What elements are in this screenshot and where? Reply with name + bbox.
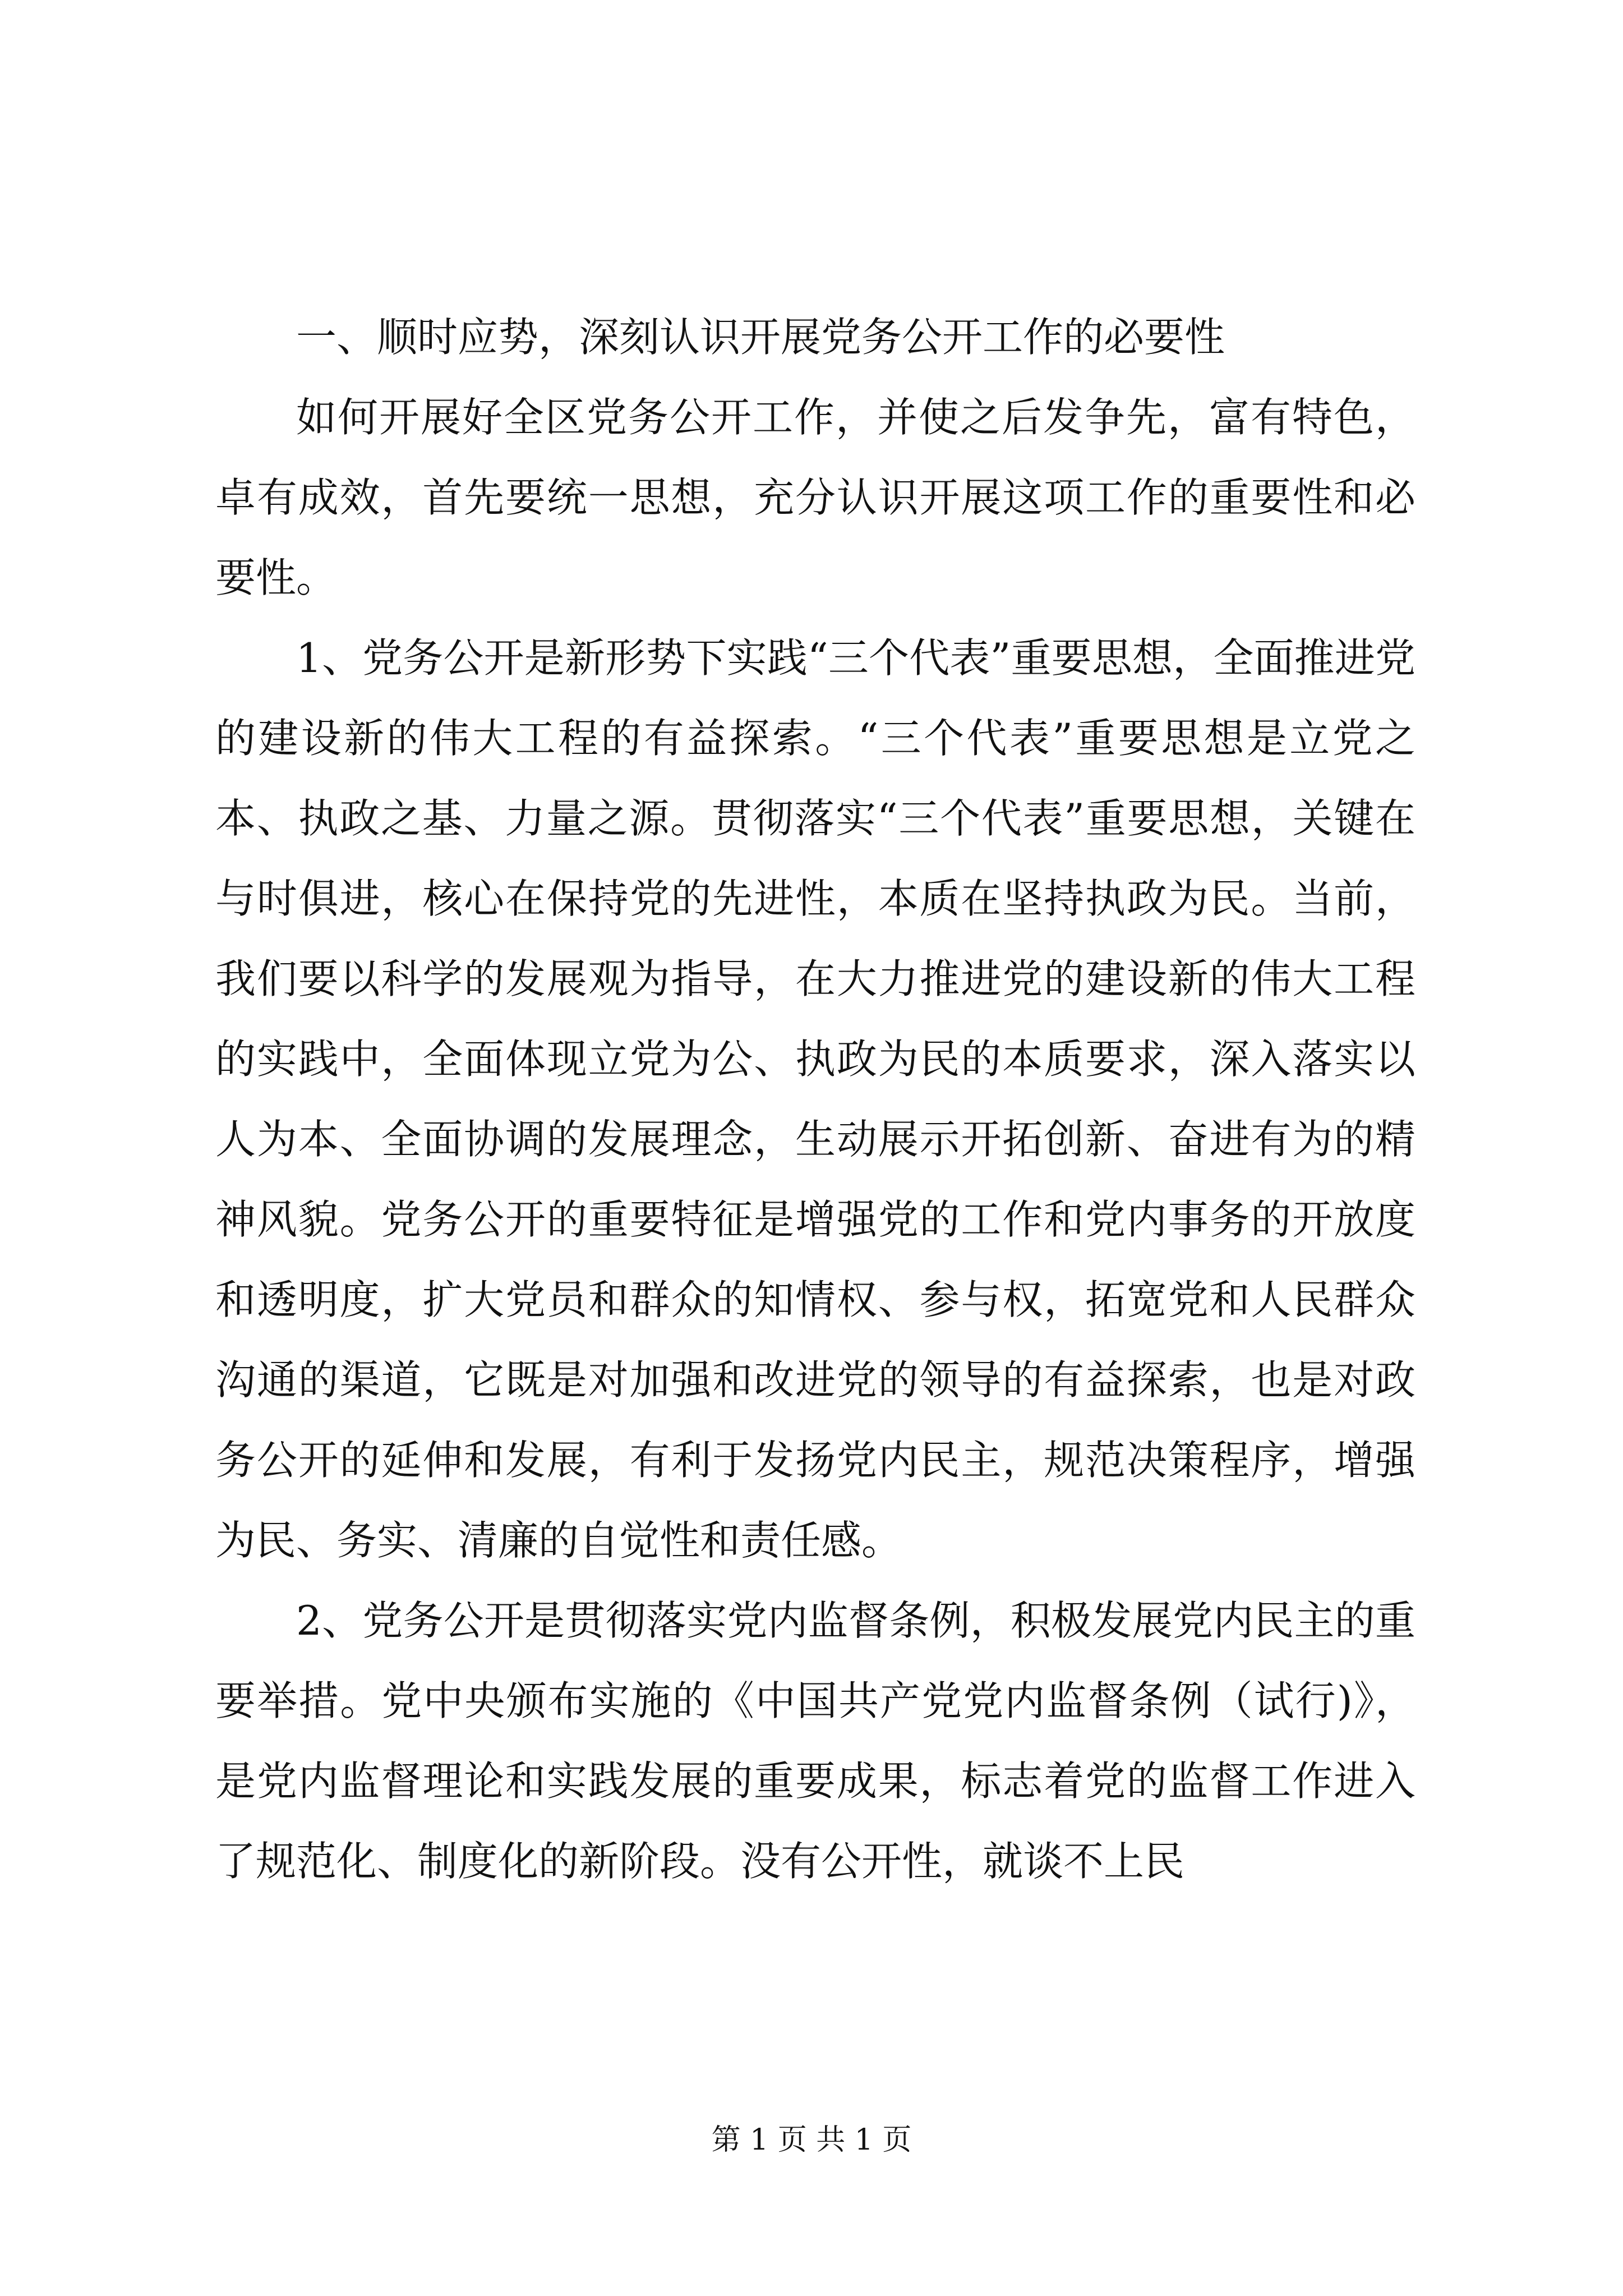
paragraph-intro: 如何开展好全区党务公开工作，并使之后发争先，富有特色，卓有成效，首先要统一思想，充分认识开展这项工作的重要性和必要性。	[215, 394, 1415, 601]
paragraph-point-2: 2、党务公开是贯彻落实党内监督条例，积极发展党内民主的重要举措。党中央颁布实施的《中国共产党党内监督条例（试行)》，是党内监督理论和实践发展的重要成果，标志着党的监督工作进入了规范化、制度化的新阶段。没有公开性，就谈不上民	[215, 1597, 1415, 1885]
paragraph-point-1: 1、党务公开是新形势下实践“三个代表”重要思想，全面推进党的建设新的伟大工程的有益探索。“三个代表”重要思想是立党之本、执政之基、力量之源。贯彻落实“三个代表”重要思想，关键在与时俱进，核心在保持党的先进性，本质在坚持执政为民。当前，我们要以科学的发展观为指导，在大力推进党的建设新的伟大工程的实践中，全面体现立党为公、执政为民的本质要求，深入落实以人为本、全面协调的发展理念，生动展示开拓创新、奋进有为的精神风貌。党务公开的重要特征是增强党的工作和党内事务的开放度和透明度，扩大党员和群众的知情权、参与权，拓宽党和人民群众沟通的渠道，它既是对加强和改进党的领导的有益探索，也是对政务公开的延伸和发展，有利于发扬党内民主，规范决策程序，增强为民、务实、清廉的自觉性和责任感。	[215, 634, 1415, 1564]
section-heading: 一、顺时应势，深刻认识开展党务公开工作的必要性	[296, 314, 1225, 361]
page-footer: 第 1 页 共 1 页	[711, 2123, 912, 2157]
document-body	[215, 297, 1415, 1902]
